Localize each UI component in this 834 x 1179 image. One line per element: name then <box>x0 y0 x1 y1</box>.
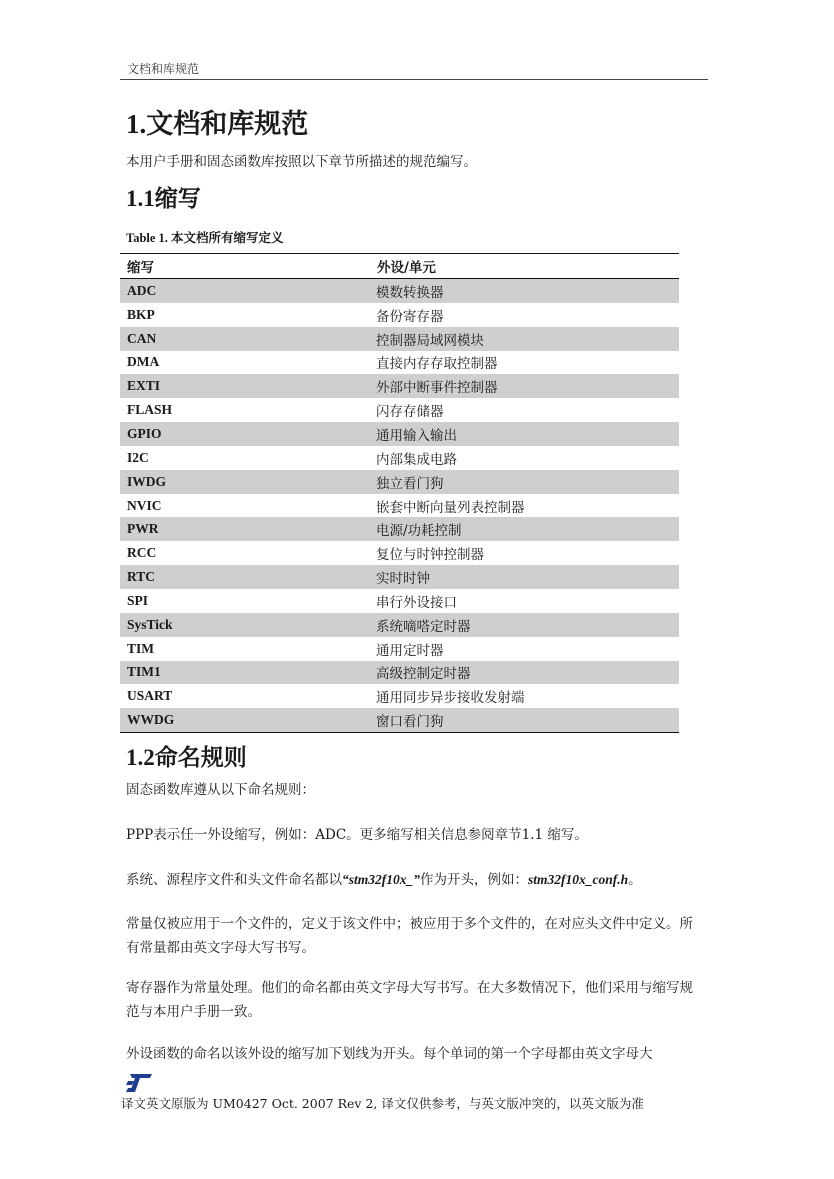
header-divider <box>120 79 708 80</box>
paragraph: PPP表示任一外设缩写，例如：ADC。更多缩写相关信息参阅章节1.1 缩写。 <box>126 827 588 843</box>
table-body <box>120 279 679 733</box>
section-heading-1-2: 1.2命名规则 <box>126 745 247 770</box>
abbreviation-cell: NVIC <box>127 497 162 513</box>
table-row <box>120 661 679 685</box>
table-row <box>120 470 679 494</box>
abbreviation-cell: DMA <box>127 354 160 370</box>
column-header-abbr: 缩写 <box>120 254 370 279</box>
abbreviation-cell: RTC <box>120 565 370 589</box>
paragraph: 寄存器作为常量处理。他们的命名都由英文字母大写书写。在大多数情况下，他们采用与缩写规范与本用户手册一致。 <box>126 980 693 1020</box>
paragraph: 固态函数库遵从以下命名规则： <box>126 782 315 798</box>
table-row <box>120 374 679 398</box>
unit-description-cell: 通用同步异步接收发射端 <box>376 690 525 707</box>
table-row <box>120 589 679 613</box>
column-header-unit: 外设/单元 <box>370 254 679 279</box>
unit-description-cell: 内部集成电路 <box>376 451 457 468</box>
unit-description-cell: 直接内存存取控制器 <box>376 356 498 373</box>
st-logo-icon <box>126 1074 152 1092</box>
table-row <box>120 351 679 375</box>
unit-description-cell: 系统嘀嗒定时器 <box>370 613 679 637</box>
abbreviation-cell: BKP <box>127 306 155 322</box>
unit-description-cell: 串行外设接口 <box>376 594 457 611</box>
table-row <box>120 446 679 470</box>
table-row <box>120 565 679 589</box>
table-row <box>120 279 679 303</box>
table-row <box>120 684 679 708</box>
table-row <box>120 541 679 565</box>
abbreviation-cell: TIM1 <box>120 661 370 685</box>
unit-description-cell: 高级控制定时器 <box>370 661 679 685</box>
abbreviation-cell: RCC <box>127 545 157 561</box>
table-row <box>120 517 679 541</box>
abbreviation-cell: EXTI <box>120 374 370 398</box>
paragraph: 外设函数的命名以该外设的缩写加下划线为开头。每个单词的第一个字母都由英文字母大 <box>126 1046 653 1062</box>
unit-description-cell: 实时时钟 <box>370 565 679 589</box>
section-heading-1: 1.文档和库规范 <box>126 109 309 139</box>
table-row <box>120 422 679 446</box>
table-row <box>120 398 679 422</box>
abbreviation-cell: WWDG <box>120 708 370 732</box>
unit-description-cell: 窗口看门狗 <box>370 708 679 732</box>
unit-description-cell: 模数转换器 <box>370 279 679 303</box>
unit-description-cell: 备份寄存器 <box>376 308 444 325</box>
abbreviation-cell: SysTick <box>120 613 370 637</box>
abbreviation-cell: IWDG <box>120 470 370 494</box>
table-row <box>120 637 679 661</box>
unit-description-cell: 闪存存储器 <box>376 404 444 421</box>
unit-description-cell: 独立看门狗 <box>370 470 679 494</box>
table-header-row <box>120 254 679 279</box>
abbreviation-cell: ADC <box>120 279 370 303</box>
unit-description-cell: 控制器局域网模块 <box>370 327 679 351</box>
paragraph <box>126 868 701 892</box>
table-row <box>120 613 679 637</box>
unit-description-cell: 嵌套中断向量列表控制器 <box>376 499 525 516</box>
unit-description-cell: 通用输入输出 <box>370 422 679 446</box>
paragraph: 常量仅被应用于一个文件的，定义于该文件中；被应用于多个文件的，在对应头文件中定义。所有常量都由英文字母大写书写。 <box>126 916 693 956</box>
table-caption: Table 1. 本文档所有缩写定义 <box>126 231 284 245</box>
abbreviation-cell: FLASH <box>127 402 173 418</box>
section-heading-1-1: 1.1缩写 <box>126 186 201 211</box>
paragraph-text: 。 <box>628 872 642 888</box>
abbreviation-cell: GPIO <box>120 422 370 446</box>
unit-description-cell: 通用定时器 <box>376 642 444 659</box>
paragraph-text: 作为开头，例如： <box>420 872 529 888</box>
abbreviation-table <box>120 253 679 733</box>
table-row <box>120 327 679 351</box>
intro-paragraph: 本用户手册和固态函数库按照以下章节所描述的规范编写。 <box>126 154 477 170</box>
file-prefix-text: “stm32f10x_” <box>342 872 421 887</box>
table-row <box>120 708 679 732</box>
file-example-text: stm32f10x_conf.h <box>528 872 629 887</box>
abbreviation-cell: I2C <box>127 449 149 465</box>
unit-description-cell: 电源/功耗控制 <box>370 517 679 541</box>
footer-note: 译文英文原版为 UM0427 Oct. 2007 Rev 2, 译文仅供参考，与英文版冲突的，以英文版为准 <box>121 1096 644 1111</box>
abbreviation-cell: TIM <box>127 640 154 656</box>
unit-description-cell: 复位与时钟控制器 <box>376 547 484 564</box>
unit-description-cell: 外部中断事件控制器 <box>370 374 679 398</box>
abbreviation-cell: CAN <box>120 327 370 351</box>
running-header: 文档和库规范 <box>127 62 200 76</box>
abbreviation-cell: USART <box>127 688 173 704</box>
abbreviation-cell: SPI <box>127 592 149 608</box>
table-row <box>120 494 679 518</box>
abbreviation-cell: PWR <box>120 517 370 541</box>
table-row <box>120 303 679 327</box>
paragraph-text: 系统、源程序文件和头文件命名都以 <box>126 872 342 888</box>
